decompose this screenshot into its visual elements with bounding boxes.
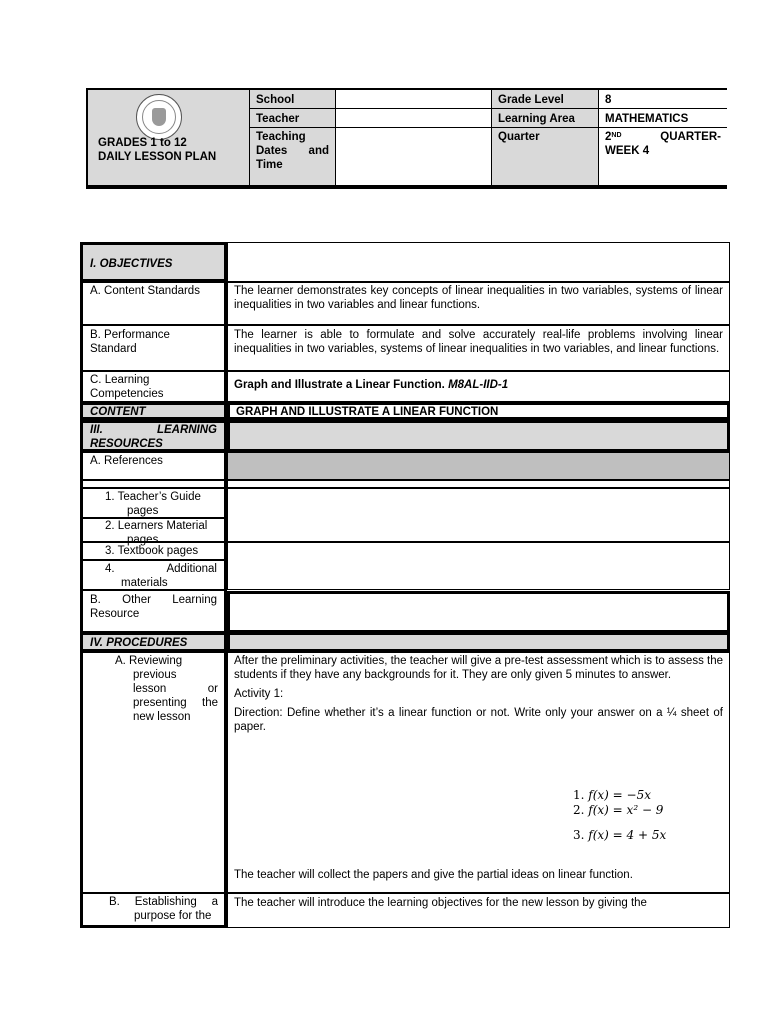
teaching-dates-label (250, 128, 335, 174)
reviewing-content (227, 652, 730, 893)
reviewing-line2: previous (133, 669, 177, 681)
competencies-label-line2: Competencies (90, 388, 164, 400)
objectives-content (227, 242, 730, 282)
activity-direction: Direction: Define whether it’s a linear function or not. Write only your answer on a ¼ sheet of paper. (234, 707, 723, 733)
lesson-plan-table (80, 242, 730, 928)
additional-line2: materials (121, 577, 168, 589)
performance-label-line1: B. Performance (90, 329, 170, 341)
reviewing-line1: A. Reviewing (115, 655, 183, 667)
references-spacer (80, 480, 227, 488)
teachers-guide-label (80, 488, 227, 518)
quarter-label: Quarter (498, 131, 540, 143)
dates-label-line3: Time (256, 159, 283, 171)
plan-title-line1: GRADES 1 to 12 (98, 137, 187, 149)
learners-material-label (80, 518, 227, 546)
performance-label-line2: Standard (90, 343, 137, 355)
establishing-line2: purpose for the (134, 910, 212, 922)
item-1-rhs: −5x (626, 788, 652, 802)
other-resource-line2: Resource (90, 608, 140, 620)
divider (335, 90, 336, 185)
reviewing-line5: new lesson (133, 711, 191, 723)
competencies-code: M8AL-IID-1 (448, 379, 509, 391)
learning-competencies-label (80, 371, 227, 402)
activity-title: Activity 1: (234, 688, 284, 700)
references-content (227, 452, 730, 480)
content-label: CONTENT (80, 402, 227, 420)
resources-label-line1: III. LEARNING (90, 424, 217, 436)
grade-level-label: Grade Level (498, 94, 564, 106)
learning-area-value: MATHEMATICS (605, 113, 689, 125)
lesson-plan-header (86, 88, 727, 189)
reviewing-line3: lesson or (133, 683, 218, 695)
other-resource-label (80, 590, 227, 632)
teacher-label: Teacher (256, 113, 300, 125)
establishing-purpose-text: The teacher will introduce the learning objectives for the new lesson by giving the (227, 893, 730, 928)
objectives-heading-text: I. OBJECTIVES (90, 258, 173, 270)
quarter-word: QUARTER- (660, 131, 721, 143)
reviewing-label (80, 652, 227, 893)
function-item-2 (573, 803, 663, 817)
plan-title (92, 134, 252, 166)
learning-resources-content (227, 420, 730, 452)
procedures-heading: IV. PROCEDURES (80, 632, 227, 652)
objectives-heading (80, 242, 227, 282)
learning-resources-heading (80, 420, 227, 452)
school-label: School (256, 94, 295, 106)
grade-level-value: 8 (605, 94, 612, 106)
item-1-number: 1. (573, 788, 585, 802)
learning-area-label: Learning Area (498, 113, 575, 125)
divider (249, 108, 727, 109)
performance-standard-text: The learner is able to formulate and solve accurately real-life problems involving linear inequalities in two variables, systems of linear inequalities in two variables, and linear functions. (227, 325, 730, 371)
references-spacer-content (227, 480, 730, 488)
teachers-guide-line1: 1. Teacher’s Guide (105, 491, 201, 503)
plan-title-line2: DAILY LESSON PLAN (98, 151, 217, 163)
dates-value (336, 128, 348, 132)
item-1-lhs: f(x) = (588, 788, 627, 802)
item-3-number: 3. (573, 828, 585, 842)
reviewing-line4: presenting the (133, 697, 218, 709)
content-standards-text: The learner demonstrates key concepts of linear inequalities in two variables, systems of linear inequalities in two variables and linear functions. (227, 282, 730, 325)
quarter-week: WEEK 4 (605, 145, 650, 157)
textbook-pages-label: 3. Textbook pages (80, 542, 227, 560)
competencies-label-line1: C. Learning (90, 374, 150, 386)
teacher-value (336, 110, 348, 114)
school-value-cell (335, 90, 491, 185)
dates-label-line2: Dates and (256, 145, 329, 157)
teachers-guide-content (227, 488, 730, 542)
learners-material-line1: 2. Learners Material (105, 520, 208, 532)
teachers-guide-line2: pages (127, 505, 159, 517)
establishing-line1: B. Establishing a (109, 896, 218, 908)
competencies-text: Graph and Illustrate a Linear Function. (234, 379, 445, 391)
quarter-number: 2 (605, 131, 612, 143)
collect-papers-text: The teacher will collect the papers and give the partial ideas on linear function. (234, 869, 633, 881)
other-resource-content (227, 591, 730, 633)
quarter-value (599, 128, 727, 160)
resources-label-line2: RESOURCES (90, 438, 163, 450)
textbook-pages-content (227, 542, 730, 590)
item-2-rhs: x² − 9 (626, 803, 664, 817)
item-3-rhs: 4 + 5x (626, 828, 667, 842)
performance-standard-label (80, 325, 227, 371)
procedures-content (227, 632, 730, 652)
references-label: A. References (80, 452, 227, 480)
quarter-suffix: ND (611, 132, 622, 139)
item-3-lhs: f(x) = (588, 828, 627, 842)
establishing-purpose-label (80, 893, 227, 928)
reviewing-intro: After the preliminary activities, the teacher will give a pre-test assessment which is to assess the students if they have any backgrounds for it. They are only given 5 minutes to answer. (234, 655, 723, 681)
function-item-3 (573, 828, 666, 842)
other-resource-line1: B. Other Learning (90, 594, 217, 606)
item-2-lhs: f(x) = (588, 803, 627, 817)
learners-material-line2: pages (127, 534, 159, 546)
item-2-number: 2. (573, 803, 585, 817)
additional-line1: 4. Additional (105, 563, 217, 575)
learning-competencies-text (227, 371, 730, 402)
content-standards-label: A. Content Standards (80, 282, 227, 325)
content-text: GRAPH AND ILLUSTRATE A LINEAR FUNCTION (227, 402, 730, 420)
school-value (336, 91, 348, 95)
dates-label-line1: Teaching (256, 131, 306, 143)
additional-materials-label (80, 560, 227, 590)
function-item-1 (573, 788, 651, 802)
